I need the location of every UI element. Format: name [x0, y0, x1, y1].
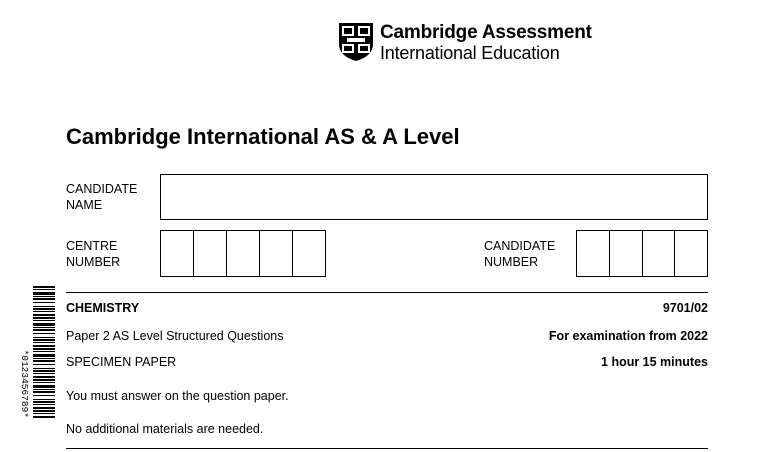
barcode-stripe: [33, 329, 55, 331]
barcode-stripe: [33, 339, 55, 341]
exam-from: For examination from 2022: [548, 329, 708, 343]
barcode-stripe: [33, 302, 55, 303]
crest-icon: [338, 22, 374, 62]
paper-title: Paper 2 AS Level Structured Questions: [66, 329, 284, 343]
barcode-stripe: [33, 389, 55, 390]
centre-number-cell[interactable]: [293, 231, 325, 276]
barcode-stripe: [33, 317, 55, 319]
barcode-stripe: [33, 379, 55, 381]
candidate-name-label: CANDIDATE NAME: [66, 182, 138, 212]
specimen-label: SPECIMEN PAPER: [66, 355, 177, 369]
candidate-number-cell[interactable]: [675, 231, 707, 276]
barcode-stripe: [33, 348, 55, 350]
candidate-number-label: CANDIDATE NUMBER: [484, 239, 556, 269]
barcode-stripe: [33, 382, 55, 383]
barcode-stripe: [33, 337, 55, 338]
barcode-stripe: [33, 342, 55, 343]
barcode-stripe: [33, 407, 55, 409]
barcode-stripe: [33, 354, 55, 357]
centre-number-cell[interactable]: [194, 231, 227, 276]
instruction-answer: You must answer on the question paper.: [66, 389, 289, 403]
organisation-logo: [338, 22, 592, 66]
exam-duration: 1 hour 15 minutes: [601, 355, 708, 369]
centre-number-cell[interactable]: [260, 231, 293, 276]
barcode-icon: [33, 286, 55, 418]
barcode-stripe: [33, 327, 55, 328]
barcode-stripe: [33, 298, 55, 300]
barcode-stripe: [33, 289, 55, 290]
barcode-stripe: [33, 323, 55, 326]
barcode-stripe: [33, 333, 55, 334]
subject-name: CHEMISTRY: [66, 301, 140, 315]
barcode-digits-text: *0123456789*: [20, 349, 30, 418]
barcode-stripe: [33, 399, 55, 400]
barcode-stripe: [33, 296, 55, 297]
centre-number-cell[interactable]: [161, 231, 194, 276]
barcode-stripe: [33, 292, 55, 295]
barcode-stripe: [33, 373, 55, 374]
centre-number-cell[interactable]: [227, 231, 260, 276]
barcode-stripe: [33, 410, 55, 412]
barcode-stripe: [33, 368, 55, 369]
barcode-stripe: [33, 391, 55, 393]
candidate-number-cell[interactable]: [610, 231, 643, 276]
barcode-stripe: [33, 395, 55, 396]
barcode-stripe: [33, 345, 55, 347]
candidate-number-cell[interactable]: [643, 231, 676, 276]
barcode-stripe: [33, 320, 55, 321]
barcode-stripe: [33, 308, 55, 310]
barcode-stripe: [33, 314, 55, 316]
centre-number-label: CENTRE NUMBER: [66, 239, 121, 269]
candidate-number-cell[interactable]: [577, 231, 610, 276]
barcode-stripe: [33, 286, 55, 288]
qualification-title: Cambridge International AS & A Level: [66, 124, 460, 149]
barcode-stripe: [33, 376, 55, 378]
barcode-stripe: [33, 306, 55, 307]
barcode-stripe: [33, 385, 55, 388]
candidate-number-field[interactable]: [576, 230, 708, 277]
barcode-stripe: [33, 370, 55, 372]
divider-bottom: [66, 448, 708, 449]
barcode-stripe: [33, 364, 55, 365]
barcode-stripe: [33, 360, 55, 362]
barcode-stripe: [33, 401, 55, 403]
barcode-stripe: [33, 404, 55, 405]
instruction-materials: No additional materials are needed.: [66, 422, 264, 436]
barcode-stripe: [33, 358, 55, 359]
component-code: 9701/02: [662, 301, 708, 315]
org-name-line2: International Education: [380, 43, 560, 63]
divider-top: [66, 292, 708, 293]
centre-number-field[interactable]: [160, 230, 326, 277]
candidate-name-field[interactable]: [160, 174, 708, 220]
barcode-digits: [20, 286, 30, 418]
barcode-stripe: [33, 413, 55, 414]
barcode-stripe: [33, 416, 55, 418]
barcode-stripe: [33, 311, 55, 312]
org-name-line1: Cambridge Assessment: [380, 22, 592, 43]
barcode-stripe: [33, 351, 55, 352]
